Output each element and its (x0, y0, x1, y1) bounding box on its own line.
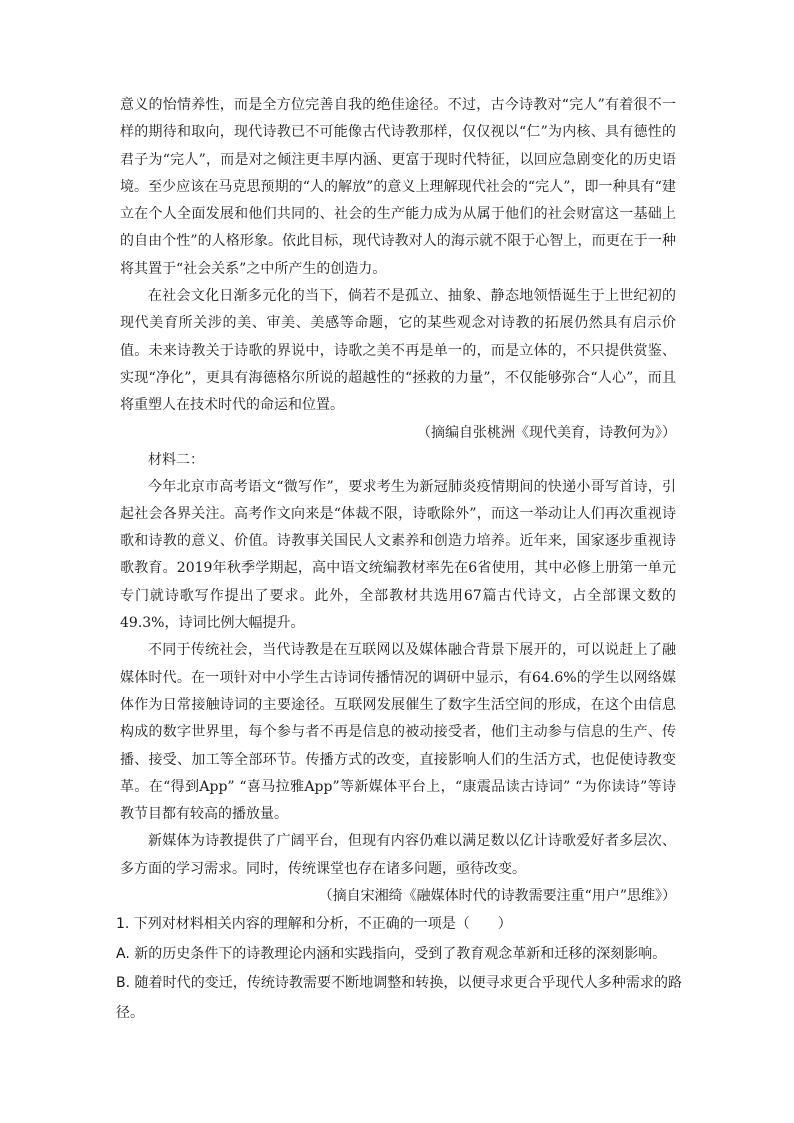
material2-label: 材料二： (148, 451, 204, 468)
material1-paragraph-1: 意义的怡情养性，而是全方位完善自我的绝佳途径。不过，古今诗教对“完人”有着很不一样的期待和取向，现代诗教已不可能像古代诗教那样，仅仅视以“仁”为内核、具有德性的君子为“完人”，而是对之倾注更丰厚内涵、更富于现时代特征，以回应急剧变化的历史语境。至少应该在马克思预期的“人的解放”的意义上理解现代社会的“完人”，即一种具有“建立在个人全面发展和他们共同的、社会的生产能力成为从属于他们的社会财富这一基础上的自由个性”的人格形象。依此目标，现代诗教对人的海示就不限于心智上，而更在于一种将其置于“社会关系”之中所产生的创造力。 (120, 97, 676, 277)
question-section (116, 910, 682, 1028)
material2-paragraph-3: 新媒体为诗教提供了广阔平台，但现有内容仍难以满足数以亿计诗歌爱好者多层次、多方面的学习需求。同时，传统课堂也存在诸多问题，亟待改变。 (120, 833, 676, 877)
material2-paragraph-1: 今年北京市高考语文“微写作”，要求考生为新冠肺炎疫情期间的快递小哥写首诗，引起社会各界关注。高考作文向来是“体裁不限，诗歌除外”，而这一举动让人们再次重视诗歌和诗教的意义、价值。诗教事关国民人文素养和创造力培养。近年来，国家逐步重视诗歌教育。2019年秋季学期起，高中语文统编教材率先在6省使用，其中必修上册第一单元专门就诗歌写作提出了要求。此外，全部教材共选用67篇古代诗文，占全部课文数的49.3%，诗词比例大幅提升。 (120, 478, 676, 632)
material1-paragraph-2: 在社会文化日渐多元化的当下，倘若不是孤立、抽象、静态地领悟诞生于上世纪初的现代美育所关涉的美、审美、美感等命题，它的某些观念对诗教的拓展仍然具有启示价值。未来诗教关于诗歌的界说中，诗歌之美不再是单一的，而是立体的，不只提供赏鉴、实现“净化”，更具有海德格尔所说的超越性的“拯救的力量”，不仅能够弥合“人心”，而且将重塑人在技术时代的命运和位置。 (120, 288, 676, 414)
question-1-stem: 1. 下列对材料相关内容的理解和分析，不正确的一项是（ ） (116, 916, 512, 932)
question-1-option-b: B. 随着时代的变迁，传统诗教需要不断地调整和转换，以便寻求更合乎现代人多种需求的路径。 (116, 975, 682, 1021)
question-1-option-a: A. 新的历史条件下的诗教理论内涵和实践指向，受到了教育观念革新和迁移的深刻影响。 (116, 945, 667, 962)
material2-paragraph-2: 不同于传统社会，当代诗教是在互联网以及媒体融合背景下展开的，可以说赶上了融媒体时代。在一项针对中小学生古诗词传播情况的调研中显示，有64.6%的学生以网络媒体作为日常接触诗词的主要途径。互联网发展催生了数字生活空间的形成，在这个由信息构成的数字世界里，每个参与者不再是信息的被动接受者，他们主动参与信息的生产、传播、接受、加工等全部环节。传播方式的改变，直接影响人们的生活方式，也促使诗教变革。在“得到App” “喜马拉雅App”等新媒体平台上，“康震品读古诗词” “为你读诗”等诗教节目都有较高的播放量。 (120, 642, 676, 823)
material2-source: （摘自宋湘绮《融媒体时代的诗教需要注重“用户”思维》） (318, 888, 676, 905)
material1-source: （摘编自张桃洲《现代美育，诗教何为》） (417, 424, 676, 441)
reading-passage (120, 92, 676, 910)
